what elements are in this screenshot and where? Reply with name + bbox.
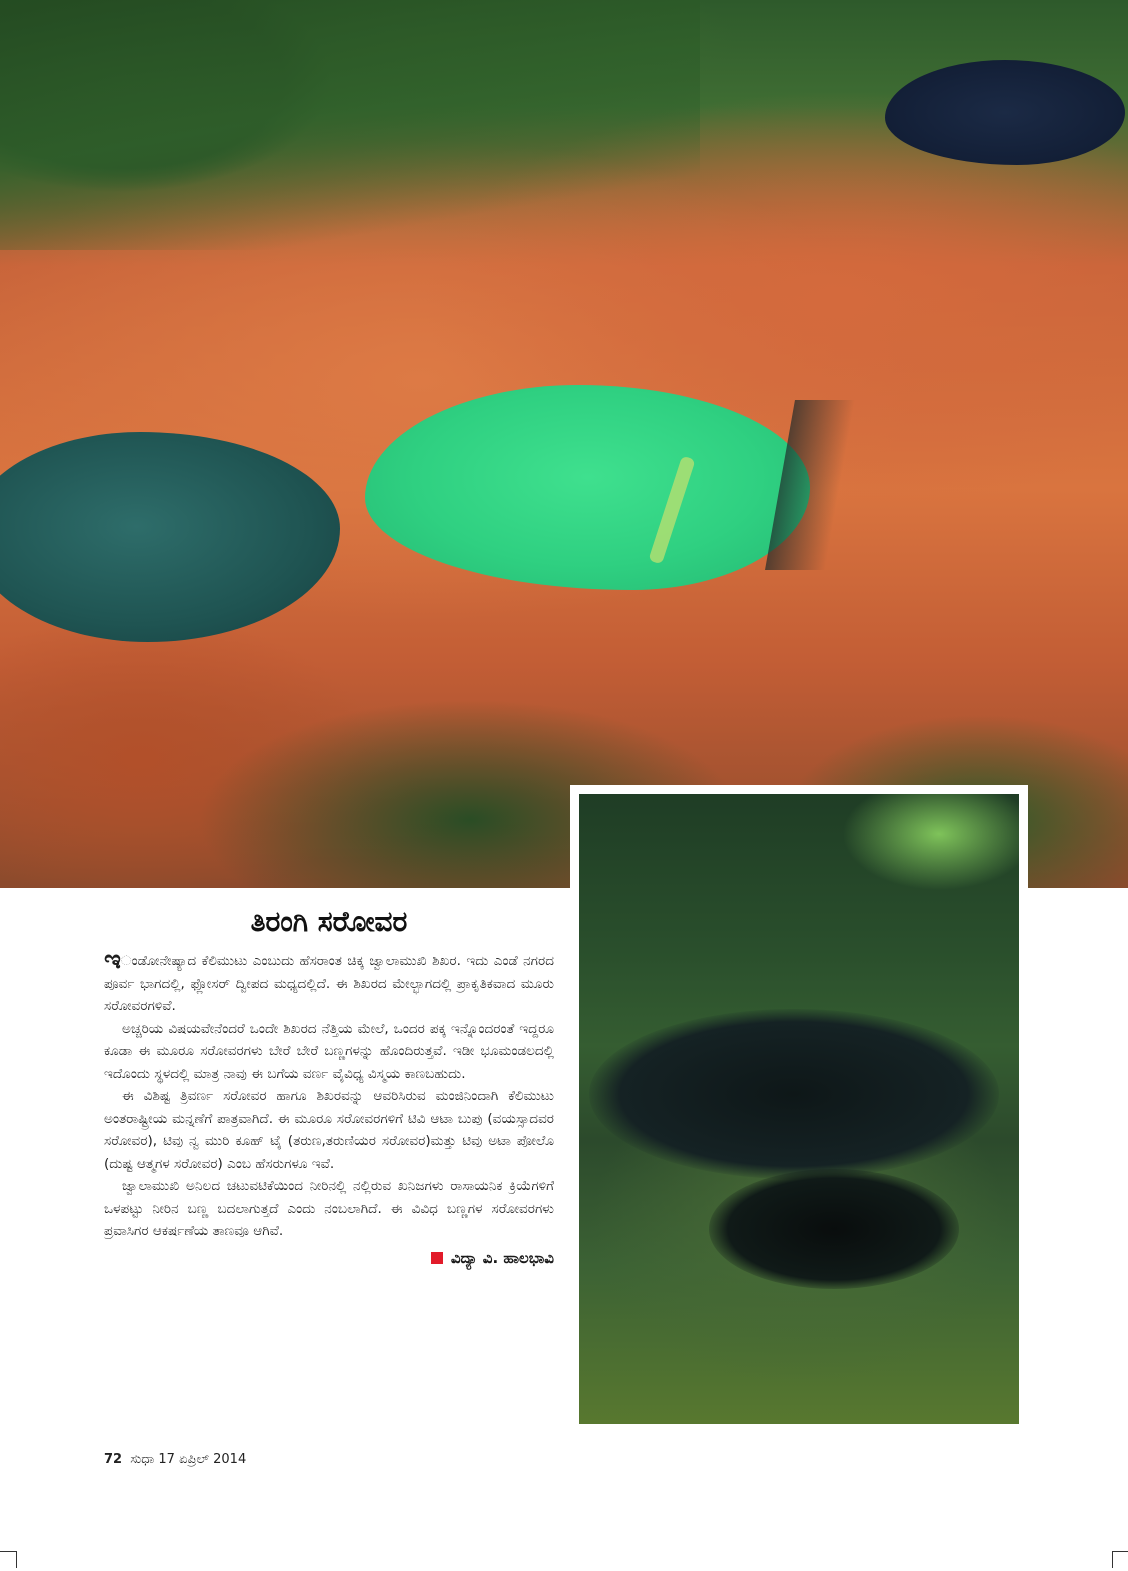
article-paragraph: ಈ ವಿಶಿಷ್ಟ ತ್ರಿವರ್ಣ ಸರೋವರ ಹಾಗೂ ಶಿಖರವನ್ನು ಆವರಿಸಿರುವ ಮಂಜಿನಿಂದಾಗಿ ಕೆಲಿಮುಟು ಅಂತರಾಷ್ಟ್ರೀಯ ಮನ್ನಣೆಗೆ ಪಾತ್ರವಾಗಿದೆ. ಈ ಮೂರೂ ಸರೋವರಗಳಿಗೆ ಟಿವಿ ಆಟಾ ಬುಪು (ವಯಸ್ಸಾದವರ ಸರೋವರ), ಟಿವು ನ್ವ ಮುರಿ ಕೂಹ್ ಟೈ (ತರುಣ,ತರುಣಿಯರ ಸರೋವರ)ಮತ್ತು ಟಿವು ಅಟಾ ಪೋಲೊ (ದುಷ್ಟ ಆತ್ಮಗಳ ಸರೋವರ) ಎಂಬ ಹೆಸರುಗಳೂ ಇವೆ. [104,1088,554,1172]
page-number: 72 [104,1452,123,1467]
red-square-icon [431,1252,443,1264]
issue-date: 17 ಏಪ್ರಿಲ್ 2014 [158,1452,247,1467]
article-paragraph [104,945,554,1018]
upper-crater [589,1009,999,1179]
forest-area [0,0,700,250]
author-name: ವಿದ್ಯಾ ವಿ. ಹಾಲಭಾವಿ [450,1248,554,1267]
byline [104,1249,554,1267]
magazine-name: ಸುಧಾ [130,1452,155,1467]
article-paragraph: ಜ್ವಾಲಾಮುಖಿ ಅನಿಲದ ಚಟುವಟಿಕೆಯಿಂದ ನೀರಿನಲ್ಲಿ ನಲ್ಲಿರುವ ಖನಿಜಗಳು ರಾಸಾಯನಿಕ ಕ್ರಿಯೆಗಳಿಗೆ ಒಳಪಟ್ಟು ನೀರಿನ ಬಣ್ಣ ಬದಲಾಗುತ್ತದೆ ಎಂದು ನಂಬಲಾಗಿದೆ. ಈ ವಿವಿಧ ಬಣ್ಣಗಳ ಸರೋವರಗಳು ಪ್ರವಾಸಿಗರ ಆಕರ್ಷಣೆಯ ತಾಣವೂ ಆಗಿವೆ. [104,1178,554,1239]
article [104,905,554,1267]
drop-cap: ಇ [104,945,121,975]
green-lake [365,385,810,590]
article-paragraph: ಅಚ್ಚರಿಯ ವಿಷಯವೇನೆಂದರೆ ಒಂದೇ ಶಿಖರದ ನೆತ್ತಿಯ ಮೇಲೆ, ಒಂದರ ಪಕ್ಕ ಇನ್ನೊಂದರಂತೆ ಇದ್ದರೂ ಕೂಡಾ ಈ ಮೂರೂ ಸರೋವರಗಳು ಬೇರೆ ಬೇರೆ ಬಣ್ಣಗಳನ್ನು ಹೊಂದಿರುತ್ತವೆ. ಇಡೀ ಭೂಮಂಡಲದಲ್ಲಿ ಇದೊಂದು ಸ್ಥಳದಲ್ಲಿ ಮಾತ್ರ ನಾವು ಈ ಬಗೆಯ ವರ್ಣ ವೈವಿಧ್ಯ ವಿಸ್ಮಯ ಕಾಣಬಹುದು. [104,1020,554,1082]
inset-photo-frame [570,785,1028,1432]
article-title: ತಿರಂಗಿ ಸರೋವರ [250,905,408,938]
paragraph-text: ಂಡೋನೇಷ್ಯಾದ ಕೆಲಿಮುಟು ಎಂಬುದು ಹೆಸರಾಂತ ಚಿಕ್ಕ ಜ್ವಾಲಾಮುಖಿ ಶಿಖರ. ಇದು ಎಂಡೆ ನಗರದ ಪೂರ್ವ ಭಾಗದಲ್ಲಿ, ಫ್ಲೋಸರ್ ದ್ವೀಪದ ಮಧ್ಯದಲ್ಲಿದೆ. ಈ ಶಿಖರದ ಮೇಲ್ಭಾಗದಲ್ಲಿ ಪ್ರಾಕೃತಿಕವಾದ ಮೂರು ಸರೋವರಗಳಿವೆ. [104,953,554,1014]
page-footer [104,1452,246,1467]
inset-photo-forest-crater [579,794,1019,1424]
crop-mark-left [0,1551,17,1568]
teal-lake [0,432,340,642]
dark-lake [885,60,1125,165]
crop-mark-right [1112,1551,1128,1568]
lower-crater [709,1169,959,1289]
